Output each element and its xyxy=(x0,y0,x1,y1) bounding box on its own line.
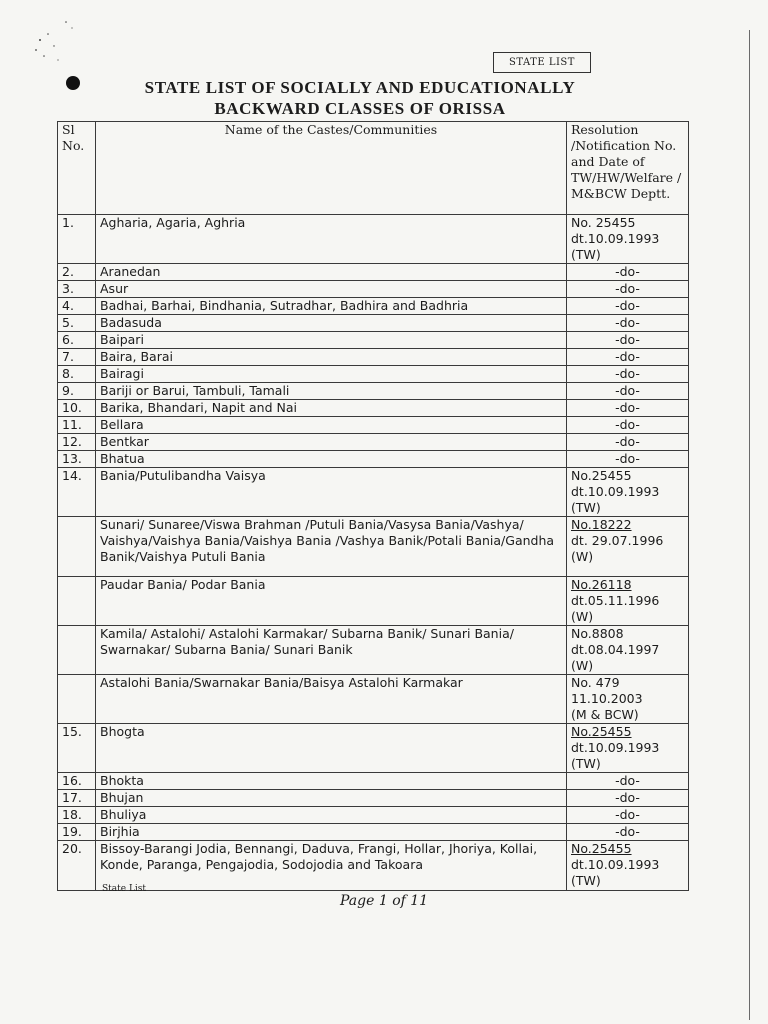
row-caste-name: Astalohi Bania/Swarnakar Bania/Baisya Astalohi Karmakar xyxy=(96,675,567,724)
table-row xyxy=(58,215,689,264)
row-sl-no: 14. xyxy=(58,468,96,517)
row-sl-no: 18. xyxy=(58,807,96,824)
row-sl-no: 7. xyxy=(58,349,96,366)
row-sl-no xyxy=(58,675,96,724)
row-sl-no xyxy=(58,577,96,626)
row-resolution: -do- xyxy=(567,366,689,383)
row-resolution: -do- xyxy=(567,773,689,790)
row-caste-name: Bania/Putulibandha Vaisya xyxy=(96,468,567,517)
table-row xyxy=(58,264,689,281)
row-caste-name: Aranedan xyxy=(96,264,567,281)
table-row xyxy=(58,807,689,824)
row-caste-name: Agharia, Agaria, Aghria xyxy=(96,215,567,264)
table-row xyxy=(58,383,689,400)
row-caste-name: Bariji or Barui, Tambuli, Tamali xyxy=(96,383,567,400)
row-resolution: No. 479 11.10.2003 (M & BCW) xyxy=(567,675,689,724)
row-caste-name: Kamila/ Astalohi/ Astalohi Karmakar/ Subarna Banik/ Sunari Bania/ Swarnakar/ Subarna Bania/ Sunari Banik xyxy=(96,626,567,675)
row-caste-name: Birjhia xyxy=(96,824,567,841)
row-caste-name: Badhai, Barhai, Bindhania, Sutradhar, Badhira and Badhria xyxy=(96,298,567,315)
row-caste-name: Asur xyxy=(96,281,567,298)
table-row xyxy=(58,468,689,517)
row-resolution: -do- xyxy=(567,264,689,281)
row-sl-no: 5. xyxy=(58,315,96,332)
row-resolution: -do- xyxy=(567,824,689,841)
table-row xyxy=(58,434,689,451)
row-sl-no: 6. xyxy=(58,332,96,349)
table-row xyxy=(58,517,689,577)
row-caste-name: Baipari xyxy=(96,332,567,349)
row-sl-no: 17. xyxy=(58,790,96,807)
row-resolution: -do- xyxy=(567,400,689,417)
row-resolution: No.25455 dt.10.09.1993 (TW) xyxy=(567,468,689,517)
row-resolution: -do- xyxy=(567,451,689,468)
table-row xyxy=(58,626,689,675)
row-resolution: -do- xyxy=(567,298,689,315)
table-row xyxy=(58,451,689,468)
row-sl-no: 15. xyxy=(58,724,96,773)
table-row xyxy=(58,724,689,773)
header-caste-name: Name of the Castes/Communities xyxy=(96,122,567,215)
table-row xyxy=(58,790,689,807)
scan-specks xyxy=(30,20,110,80)
row-resolution: -do- xyxy=(567,417,689,434)
row-caste-name: Bissoy-Barangi Jodia, Bennangi, Daduva, Frangi, Hollar, Jhoriya, Kollai, Konde, Paranga, Pengajodia, Sodojodia and Takoara xyxy=(96,841,567,891)
row-resolution: No.25455 dt.10.09.1993 (TW) xyxy=(567,841,689,891)
row-sl-no: 1. xyxy=(58,215,96,264)
table-row xyxy=(58,400,689,417)
row-sl-no: 11. xyxy=(58,417,96,434)
row-resolution: No.18222 dt. 29.07.1996 (W) xyxy=(567,517,689,577)
row-caste-name: Bellara xyxy=(96,417,567,434)
scan-edge-line xyxy=(749,30,750,1020)
row-resolution: -do- xyxy=(567,807,689,824)
row-caste-name: Barika, Bhandari, Napit and Nai xyxy=(96,400,567,417)
row-caste-name: Paudar Bania/ Podar Bania xyxy=(96,577,567,626)
header-resolution: Resolution /Notification No. and Date of TW/HW/Welfare / M&BCW Deptt. xyxy=(567,122,689,215)
row-sl-no: 3. xyxy=(58,281,96,298)
row-caste-name: Bhuliya xyxy=(96,807,567,824)
row-resolution: No.26118 dt.05.11.1996 (W) xyxy=(567,577,689,626)
row-resolution: -do- xyxy=(567,383,689,400)
row-caste-name: Badasuda xyxy=(96,315,567,332)
row-sl-no: 12. xyxy=(58,434,96,451)
row-caste-name: Sunari/ Sunaree/Viswa Brahman /Putuli Bania/Vasysa Bania/Vashya/ Vaishya/Vaishya Bania/Vaishya Bania /Vashya Banik/Potali Bania/Gandha Banik/Vaishya Putuli Bania xyxy=(96,517,567,577)
row-sl-no: 20. xyxy=(58,841,96,891)
row-resolution: No.8808 dt.08.04.1997 (W) xyxy=(567,626,689,675)
document-title-line-1: STATE LIST OF SOCIALLY AND EDUCATIONALLY xyxy=(144,78,576,97)
row-sl-no: 19. xyxy=(58,824,96,841)
table-row xyxy=(58,315,689,332)
row-resolution: -do- xyxy=(567,790,689,807)
row-caste-name: Bairagi xyxy=(96,366,567,383)
bullet-mark xyxy=(66,76,80,90)
row-sl-no: 8. xyxy=(58,366,96,383)
footer-page-number: Page 1 of 11 xyxy=(340,893,429,909)
row-sl-no: 9. xyxy=(58,383,96,400)
table-row xyxy=(58,824,689,841)
row-caste-name: Bhujan xyxy=(96,790,567,807)
row-caste-name: Baira, Barai xyxy=(96,349,567,366)
table-row xyxy=(58,675,689,724)
row-resolution: -do- xyxy=(567,332,689,349)
row-sl-no xyxy=(58,517,96,577)
footer-state-list: State List xyxy=(102,884,147,894)
row-resolution: No.25455 dt.10.09.1993 (TW) xyxy=(567,724,689,773)
table-row xyxy=(58,349,689,366)
table-row xyxy=(58,841,689,891)
row-caste-name: Bhatua xyxy=(96,451,567,468)
row-resolution: -do- xyxy=(567,349,689,366)
row-sl-no: 16. xyxy=(58,773,96,790)
row-caste-name: Bentkar xyxy=(96,434,567,451)
table-row xyxy=(58,417,689,434)
table-row xyxy=(58,773,689,790)
row-resolution: No. 25455 dt.10.09.1993 (TW) xyxy=(567,215,689,264)
row-sl-no: 4. xyxy=(58,298,96,315)
state-list-stamp: STATE LIST xyxy=(493,52,591,73)
row-resolution: -do- xyxy=(567,434,689,451)
table-row xyxy=(58,366,689,383)
row-sl-no: 10. xyxy=(58,400,96,417)
castes-table xyxy=(57,121,689,891)
document-title-line-2: BACKWARD CLASSES OF ORISSA xyxy=(214,99,506,118)
table-row xyxy=(58,577,689,626)
row-caste-name: Bhogta xyxy=(96,724,567,773)
row-caste-name: Bhokta xyxy=(96,773,567,790)
row-resolution: -do- xyxy=(567,281,689,298)
table-row xyxy=(58,298,689,315)
row-sl-no: 2. xyxy=(58,264,96,281)
row-sl-no xyxy=(58,626,96,675)
table-row xyxy=(58,332,689,349)
header-sl-no: Sl No. xyxy=(58,122,96,215)
row-sl-no: 13. xyxy=(58,451,96,468)
row-resolution: -do- xyxy=(567,315,689,332)
table-row xyxy=(58,281,689,298)
